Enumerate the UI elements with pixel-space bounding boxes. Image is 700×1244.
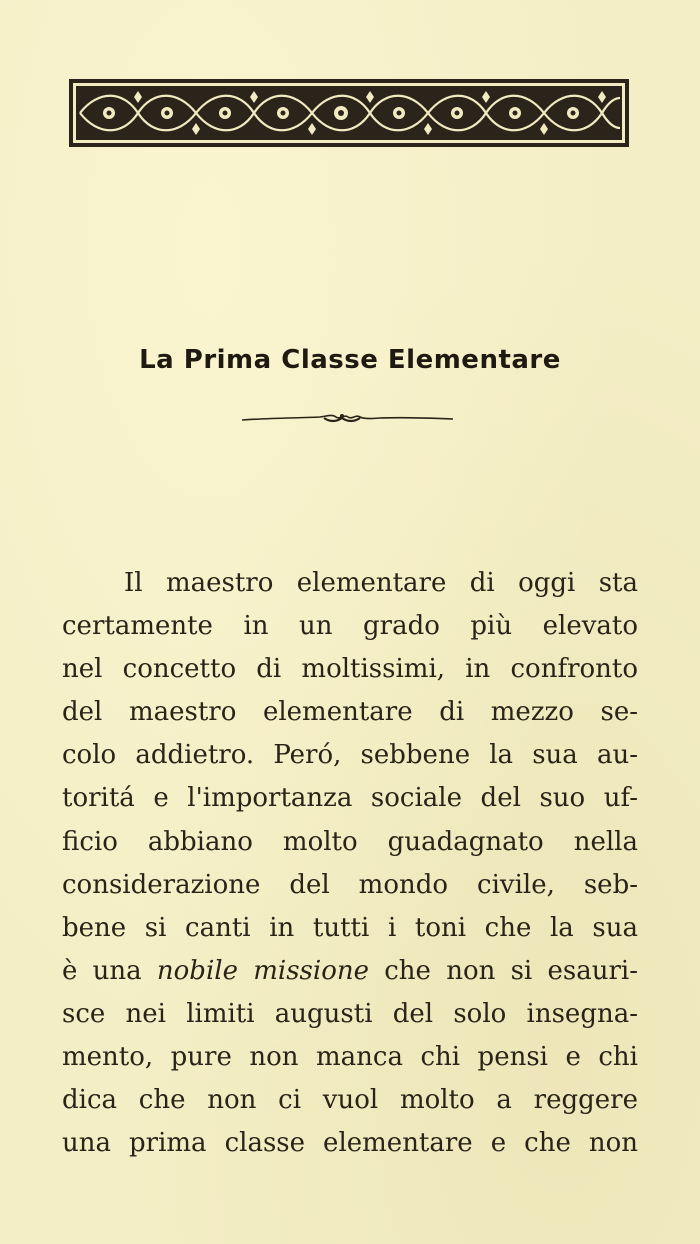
text-line: certamente in un grado più elevato <box>62 611 638 642</box>
text-line: del maestro elementare di mezzo se- <box>62 697 638 728</box>
text-line: mento, pure non manca chi pensi e chi <box>62 1042 638 1073</box>
text-line: sce nei limiti augusti del solo insegna- <box>62 998 638 1029</box>
text-line: colo addietro. Peró, sebbene la sua au- <box>62 740 638 771</box>
text-line: una prima classe elementare e che non <box>62 1128 638 1159</box>
text-segment: è una <box>62 955 142 986</box>
text-line-with-emphasis <box>62 950 638 993</box>
emphasis-phrase: nobile missione <box>156 955 369 986</box>
ornamental-header-band <box>68 78 630 148</box>
text-line: toritá e l'importanza sociale del suo uf- <box>62 783 638 814</box>
text-line: considerazione del mondo civile, seb- <box>62 869 638 900</box>
text-line: nel concetto di moltissimi, in confronto <box>62 654 638 685</box>
text-line: dica che non ci vuol molto a reggere <box>62 1085 638 1116</box>
text-line: Il maestro elementare di oggi sta <box>124 568 638 598</box>
chapter-title: La Prima Classe Elementare <box>139 345 561 375</box>
body-paragraph <box>62 562 638 1165</box>
text-line: bene si canti in tutti i toni che la sua <box>62 912 638 943</box>
text-segment: che non si esauri- <box>384 955 639 986</box>
ornamental-divider <box>240 408 455 430</box>
text-line: ficio abbiano molto guadagnato nella <box>62 826 638 857</box>
